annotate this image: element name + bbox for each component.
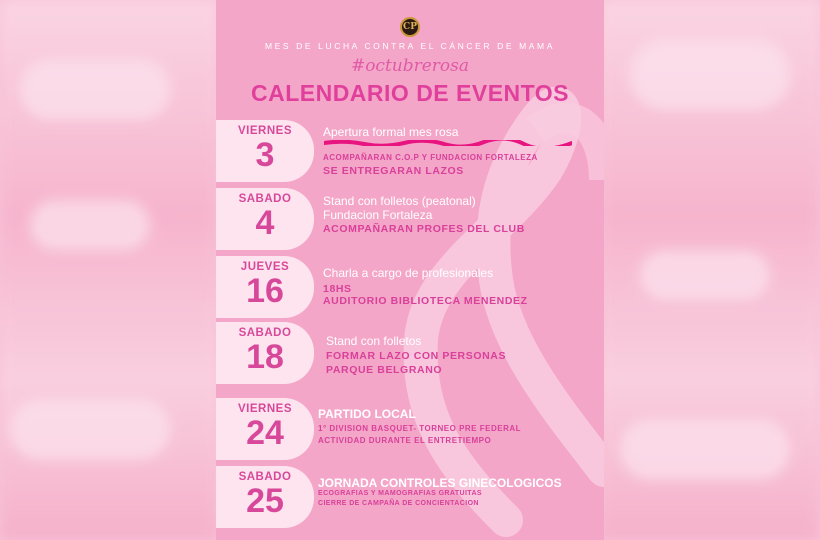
event-detail: ACOMPAÑARAN C.O.P Y FUNDACION FORTALEZA	[323, 153, 538, 162]
date-badge	[216, 188, 314, 250]
blurred-background-left	[0, 0, 218, 540]
event-detail: CIERRE DE CAMPAÑA DE CONCIENTACION	[318, 500, 479, 507]
event-day: SABADO	[238, 471, 292, 483]
event-date-number: 4	[255, 204, 275, 242]
event-date-number: 25	[246, 482, 284, 520]
event-date-number: 3	[255, 136, 275, 174]
event-title: Charla a cargo de profesionales	[323, 266, 494, 280]
event-day: VIERNES	[238, 125, 292, 137]
event-detail: SE ENTREGARAN LAZOS	[323, 165, 464, 177]
event-day: SABADO	[238, 327, 292, 339]
event-date-number: 16	[246, 272, 284, 310]
blurred-background-right	[600, 0, 820, 540]
hashtag: #octubrerosa	[350, 56, 470, 76]
event-detail: ECOGRAFIAS Y MAMOGRAFIAS GRATUITAS	[318, 490, 482, 497]
event-poster	[216, 0, 604, 540]
event-detail: 1° DIVISION BASQUET- TORNEO PRE FEDERAL	[318, 424, 522, 433]
event-detail: 18HS	[323, 283, 352, 295]
event-detail: AUDITORIO BIBLIOTECA MENENDEZ	[323, 295, 528, 307]
event-date-number: 24	[246, 414, 284, 452]
date-badge	[216, 256, 314, 318]
scribble-strikethrough	[324, 140, 572, 146]
event-day: VIERNES	[238, 403, 292, 415]
event-title: Stand con folletos (peatonal)	[323, 194, 476, 208]
event-detail: FORMAR LAZO CON PERSONAS	[326, 350, 507, 362]
event-title: JORNADA CONTROLES GINECOLOGICOS	[318, 476, 562, 490]
event-detail: ACOMPAÑARAN PROFES DEL CLUB	[323, 223, 525, 235]
date-badge	[216, 398, 314, 460]
event-title: Stand con folletos	[326, 334, 422, 348]
poster-subtitle: MES DE LUCHA CONTRA EL CÁNCER DE MAMA	[264, 41, 555, 51]
event-title: PARTIDO LOCAL	[318, 407, 416, 421]
page-title: CALENDARIO DE EVENTOS	[250, 80, 570, 106]
date-badge	[216, 322, 314, 384]
event-subtitle: Fundacion Fortaleza	[323, 208, 433, 222]
event-detail: PARQUE BELGRANO	[326, 364, 443, 376]
event-title: Apertura formal mes rosa	[323, 125, 459, 139]
event-day: JUEVES	[240, 261, 290, 273]
event-date-number: 18	[246, 338, 284, 376]
event-day: SABADO	[238, 193, 292, 205]
date-badge	[216, 466, 314, 528]
club-logo: CP	[400, 17, 420, 37]
date-badge	[216, 120, 314, 182]
event-detail: ACTIVIDAD DURANTE EL ENTRETIEMPO	[318, 436, 492, 445]
